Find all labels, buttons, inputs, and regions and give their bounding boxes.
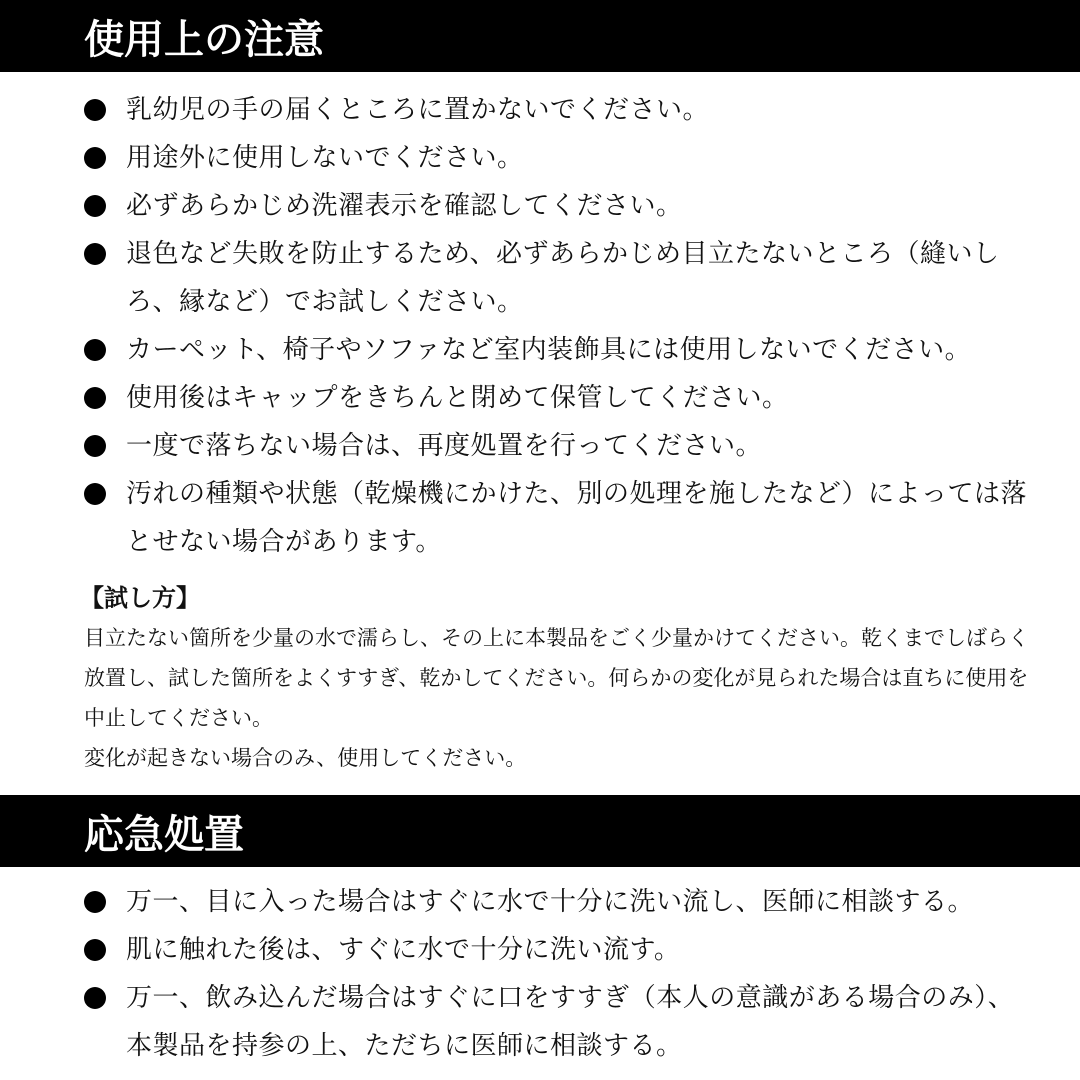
list-item: 乳幼児の手の届くところに置かないでください。 [84, 86, 1034, 134]
first-aid-list [84, 878, 1034, 1070]
trial-title: 【試し方】 [80, 584, 200, 612]
bullet-icon [84, 147, 106, 169]
list-item: 万一、目に入った場合はすぐに水で十分に洗い流し、医師に相談する。 [84, 878, 1034, 926]
precautions-header [0, 0, 1080, 72]
list-item: 退色など失敗を防止するため、必ずあらかじめ目立たないところ（縫いしろ、縁など）でお試しください。 [84, 230, 1034, 326]
list-item: 使用後はキャップをきちんと閉めて保管してください。 [84, 374, 1034, 422]
precautions-title: 使用上の注意 [84, 16, 324, 63]
first-aid-header [0, 795, 1080, 867]
bullet-icon [84, 435, 106, 457]
first-aid-title: 応急処置 [84, 811, 244, 858]
list-item: 肌に触れた後は、すぐに水で十分に洗い流す。 [84, 926, 1034, 974]
bullet-icon [84, 387, 106, 409]
list-item: 万一、飲み込んだ場合はすぐに口をすすぎ（本人の意識がある場合のみ）、本製品を持参の上、ただちに医師に相談する。 [84, 974, 1034, 1070]
list-item: 一度で落ちない場合は、再度処置を行ってください。 [84, 422, 1034, 470]
list-item: カーペット、椅子やソファなど室内装飾具には使用しないでください。 [84, 326, 1034, 374]
trial-paragraph: 変化が起きない場合のみ、使用してください。 [84, 746, 527, 770]
bullet-icon [84, 99, 106, 121]
bullet-icon [84, 339, 106, 361]
precautions-list [84, 86, 1034, 566]
trial-paragraph: 目立たない箇所を少量の水で濡らし、その上に本製品をごく少量かけてください。乾くまでしばらく放置し、試した箇所をよくすすぎ、乾かしてください。何らかの変化が見られた場合は直ちに使用を中止してください。 [84, 626, 1029, 730]
list-item: 用途外に使用しないでください。 [84, 134, 1034, 182]
bullet-icon [84, 987, 106, 1009]
bullet-icon [84, 939, 106, 961]
bullet-icon [84, 195, 106, 217]
bullet-icon [84, 891, 106, 913]
bullet-icon [84, 243, 106, 265]
bullet-icon [84, 483, 106, 505]
list-item: 必ずあらかじめ洗濯表示を確認してください。 [84, 182, 1034, 230]
trial-body [84, 618, 1029, 778]
list-item: 汚れの種類や状態（乾燥機にかけた、別の処理を施したなど）によっては落とせない場合があります。 [84, 470, 1034, 566]
